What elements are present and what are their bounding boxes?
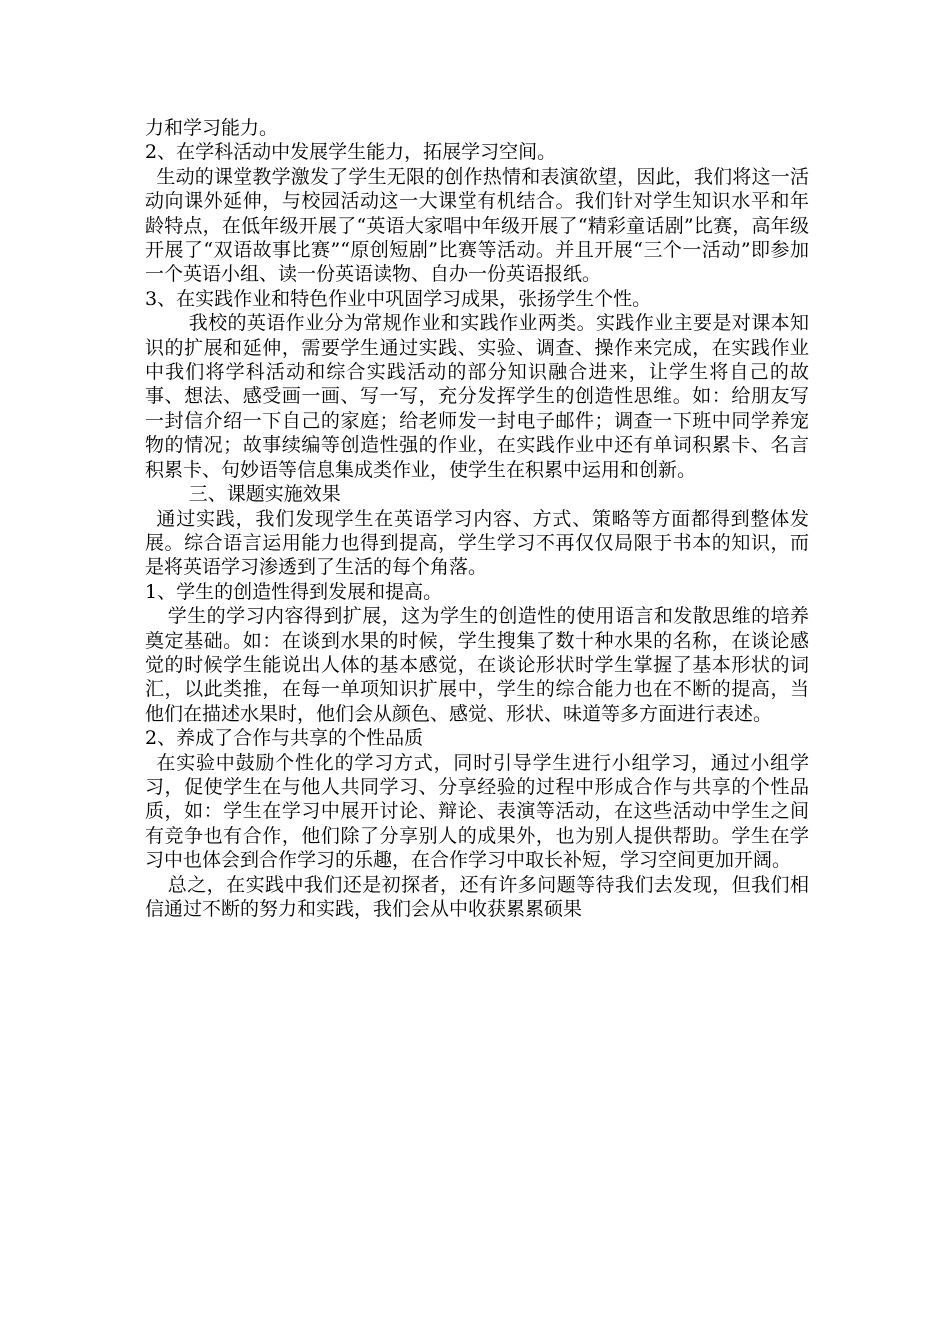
document-body	[145, 116, 809, 921]
section-heading-results: 三、课题实施效果	[188, 483, 341, 506]
subheading-results-1: 1、学生的创造性得到发展和提高。	[145, 580, 443, 603]
paragraph-results-intro: 通过实践，我们发现学生在英语学习内容、方式、策略等方面都得到整体发展。综合语言运用能力也得到提高，学生学习不再仅仅局限于书本的知识，而是将英语学习渗透到了生活的每个角落。	[145, 507, 809, 579]
subheading-results-2: 2、养成了合作与共享的个性品质	[145, 727, 424, 750]
paragraph-cooperation: 在实验中鼓励个性化的学习方式，同时引导学生进行小组学习，通过小组学习，促使学生在与他人共同学习、分享经验的过程中形成合作与共享的个性品质，如：学生在学习中展开讨论、辩论、表演等活动，在这些活动中学生之间有竞争也有合作，他们除了分享别人的成果外，也为别人提供帮助。学生在学习中也体会到合作学习的乐趣，在合作学习中取长补短，学习空间更加开阔。	[145, 751, 809, 872]
paragraph-creativity: 学生的学习内容得到扩展，这为学生的创造性的使用语言和发散思维的培养奠定基础。如：在谈到水果的时候，学生搜集了数十种水果的名称，在谈论感觉的时候学生能说出人体的基本感觉，在谈论形状时学生掌握了基本形状的词汇，以此类推，在每一单项知识扩展中，学生的综合能力也在不断的提高，当他们在描述水果时，他们会从颜色、感觉、形状、味道等多方面进行表述。	[145, 605, 809, 725]
subheading-2: 2、在学科活动中发展学生能力，拓展学习空间。	[145, 141, 557, 164]
paragraph-homework: 我校的英语作业分为常规作业和实践作业两类。实践作业主要是对课本知识的扩展和延伸，需要学生通过实践、实验、调查、操作来完成，在实践作业中我们将学科活动和综合实践活动的部分知识融合进来，让学生将自己的故事、想法、感受画一画、写一写，充分发挥学生的创造性思维。如：给朋友写一封信介绍一下自己的家庭；给老师发一封电子邮件；调查一下班中同学养宠物的情况；故事续编等创造性强的作业，在实践作业中还有单词积累卡、名言积累卡、句妙语等信息集成类作业，使学生在积累中运用和创新。	[145, 312, 809, 481]
subheading-3: 3、在实践作业和特色作业中巩固学习成果，张扬学生个性。	[145, 287, 652, 310]
paragraph-conclusion: 总之，在实践中我们还是初探者，还有许多问题等待我们去发现，但我们相信通过不断的努力和实践，我们会从中收获累累硕果	[145, 873, 809, 920]
paragraph-activities: 生动的课堂教学激发了学生无限的创作热情和表演欲望，因此，我们将这一活动向课外延伸，与校园活动这一大课堂有机结合。我们针对学生知识水平和年龄特点，在低年级开展了“英语大家唱中年级开展了“精彩童话剧”比赛，高年级开展了“双语故事比赛”“原创短剧”比赛等活动。并且开展“三个一活动”即参加一个英语小组、读一份英语读物、自办一份英语报纸。	[145, 165, 809, 286]
paragraph-continuation: 力和学习能力。	[145, 117, 279, 139]
